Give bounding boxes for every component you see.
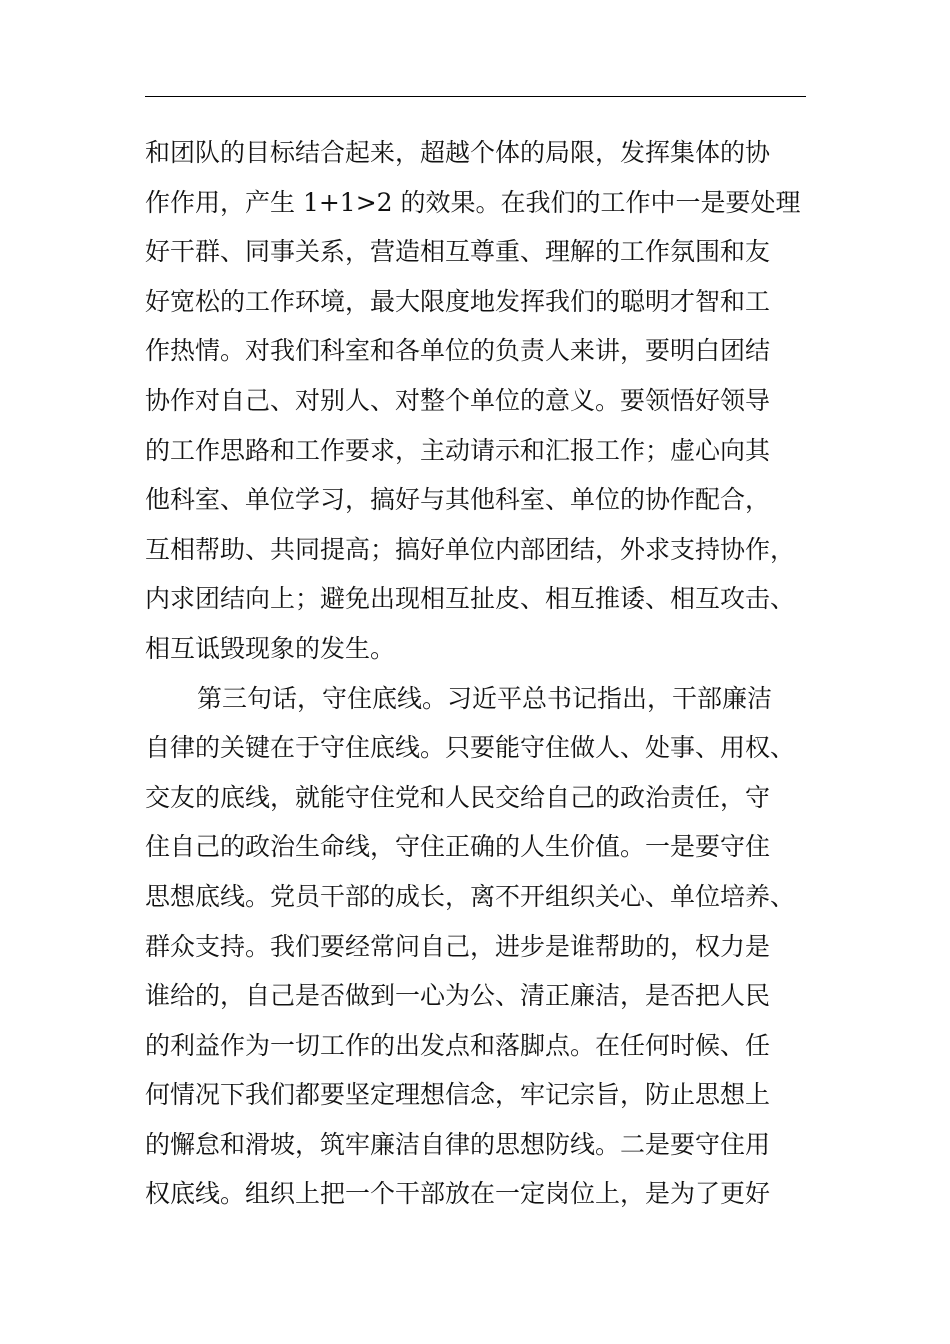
text-line: 何情况下我们都要坚定理想信念，牢记宗旨，防止思想上 xyxy=(145,1080,771,1110)
text-line: 作作用，产生 1+1>2 的效果。在我们的工作中一是要处理 xyxy=(145,187,801,217)
text-line: 自律的关键在于守住底线。只要能守住做人、处事、用权、 xyxy=(145,733,796,763)
text-line: 作热情。对我们科室和各单位的负责人来讲，要明白团结 xyxy=(145,336,771,366)
text-line: 思想底线。党员干部的成长，离不开组织关心、单位培养、 xyxy=(145,881,796,911)
text-line: 的利益作为一切工作的出发点和落脚点。在任何时候、任 xyxy=(145,1030,771,1060)
text-line: 协作对自己、对别人、对整个单位的意义。要领悟好领导 xyxy=(145,385,771,415)
text-line: 好宽松的工作环境，最大限度地发挥我们的聪明才智和工 xyxy=(145,286,771,316)
paragraph-start-line: 第三句话，守住底线。习近平总书记指出，干部廉洁 xyxy=(197,683,773,713)
text-line: 好干群、同事关系，营造相互尊重、理解的工作氛围和友 xyxy=(145,237,771,267)
body-text xyxy=(145,128,815,1219)
text-line: 的工作思路和工作要求，主动请示和汇报工作；虚心向其 xyxy=(145,435,771,465)
header-rule xyxy=(145,96,806,97)
text-line: 群众支持。我们要经常问自己，进步是谁帮助的，权力是 xyxy=(145,931,771,961)
text-line: 他科室、单位学习，搞好与其他科室、单位的协作配合， xyxy=(145,485,771,515)
text-line: 内求团结向上；避免出现相互扯皮、相互推诿、相互攻击、 xyxy=(145,584,796,614)
text-line: 互相帮助、共同提高；搞好单位内部团结，外求支持协作， xyxy=(145,534,796,564)
text-line: 的懈怠和滑坡，筑牢廉洁自律的思想防线。二是要守住用 xyxy=(145,1129,771,1159)
text-line: 住自己的政治生命线，守住正确的人生价值。一是要守住 xyxy=(145,832,771,862)
text-line: 相互诋毁现象的发生。 xyxy=(145,633,396,663)
text-line: 权底线。组织上把一个干部放在一定岗位上，是为了更好 xyxy=(145,1179,771,1209)
text-line: 谁给的，自己是否做到一心为公、清正廉洁，是否把人民 xyxy=(145,981,771,1011)
text-line: 和团队的目标结合起来，超越个体的局限，发挥集体的协 xyxy=(145,138,771,167)
text-line: 交友的底线，就能守住党和人民交给自己的政治责任，守 xyxy=(145,782,771,812)
